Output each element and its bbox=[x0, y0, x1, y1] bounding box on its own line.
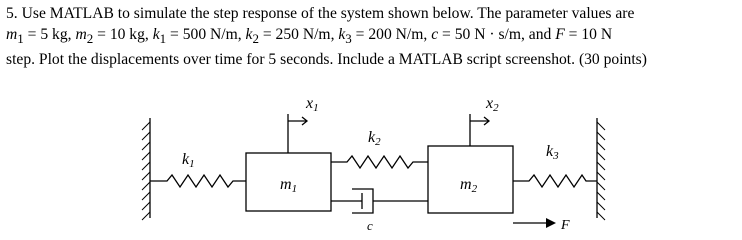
problem-line-3: step. Plot the displacements over time for 5 seconds. Include a MATLAB script screenshot. (30 points) bbox=[6, 51, 647, 69]
problem-line-2: $m_1 = 5$ kg, $m_2 = 10$ kg, $k_1 = 500$ N/m, $k_2 = 250$ N/m, $k_3 = 200$ N/m, c = 50 N · s/m, and F = 10 N bbox=[6, 26, 613, 47]
param-k3-value: 200 N/m bbox=[368, 26, 424, 43]
param-m1-sub: 1 bbox=[17, 31, 24, 47]
param-c-value: 50 N · s/m bbox=[454, 26, 521, 43]
spring-k1 bbox=[150, 175, 246, 187]
param-k1-value: 500 N/m bbox=[182, 26, 238, 43]
label-k2: k2 bbox=[368, 129, 381, 148]
param-k3-sub: 3 bbox=[345, 31, 352, 47]
label-m2: m2 bbox=[460, 176, 478, 195]
label-c: c bbox=[367, 218, 373, 233]
param-F-symbol: F bbox=[555, 26, 565, 43]
label-x1: x1 bbox=[306, 95, 319, 114]
force-F-arrow-head bbox=[546, 218, 556, 228]
param-k1-symbol: k bbox=[152, 26, 160, 43]
param-m1-value: 5 kg bbox=[40, 26, 68, 43]
label-k1: k1 bbox=[182, 151, 195, 170]
problem-line-1 bbox=[6, 3, 738, 24]
param-k2-sub: 2 bbox=[252, 31, 259, 47]
param-F-value: 10 N bbox=[581, 26, 613, 43]
param-m1-symbol: m bbox=[6, 26, 18, 43]
label-k3: k3 bbox=[546, 143, 559, 162]
spring-k3 bbox=[513, 175, 597, 187]
damper-c bbox=[331, 189, 428, 213]
problem-statement bbox=[6, 3, 738, 70]
param-m2-value: 10 kg bbox=[109, 26, 145, 43]
param-k3-symbol: k bbox=[338, 26, 346, 43]
problem-intro: Use MATLAB to simulate the step response of the system shown below. The parameter values are bbox=[21, 5, 635, 22]
label-F: F bbox=[561, 218, 570, 233]
param-connector: and bbox=[528, 26, 552, 43]
left-wall-hatch bbox=[142, 122, 150, 220]
problem-number: 5. bbox=[6, 5, 18, 22]
param-m2-symbol: m bbox=[75, 26, 87, 43]
param-m2-sub: 2 bbox=[86, 31, 94, 47]
param-c-symbol: c bbox=[431, 26, 439, 43]
mass-spring-damper-diagram bbox=[0, 84, 742, 234]
param-k2-symbol: k bbox=[245, 26, 253, 43]
label-m1: m1 bbox=[280, 176, 298, 195]
right-wall-hatch bbox=[597, 122, 605, 220]
spring-k2 bbox=[331, 156, 428, 168]
label-x2: x2 bbox=[486, 95, 499, 114]
param-k1-sub: 1 bbox=[159, 31, 167, 47]
param-k2-value: 250 N/m bbox=[275, 26, 331, 43]
